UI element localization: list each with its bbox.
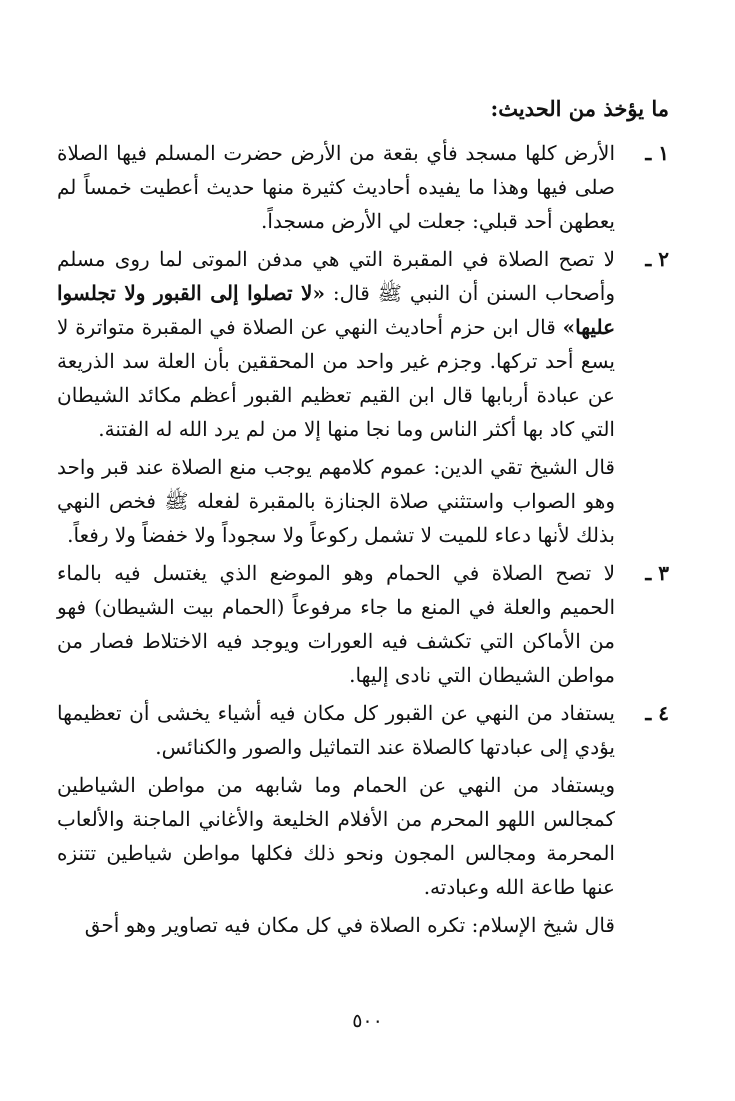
item-text-part: لا تصح الصلاة في المقبرة التي هي مدفن الموتى لما روى مسلم وأصحاب السنن أن النبي ﷺ قال: <box>57 247 615 305</box>
item-number: ٣ ـ <box>645 561 669 585</box>
item-continuation: قال الشيخ تقي الدين: عموم كلامهم يوجب منع الصلاة عند قبر واحد وهو الصواب واستثني صلاة الجنازة بالمقبرة لفعله ﷺ فخص النهي بذلك لأنها دعاء للميت لا تشمل ركوعاً ولا سجوداً ولا خفضاً ولا رفعاً. <box>57 455 615 547</box>
item-text-part: قال ابن حزم أحاديث النهي عن الصلاة في المقبرة متواترة لا يسع أحد تركها. وجزم غير واحد من المحققين بأن العلة سد الذريعة عن عبادة أربابها قال ابن القيم تعظيم القبور أعظم مكائد الشيطان التي كاد بها أكثر الناس وما نجا منها إلا من لم يرد الله له الفتنة. <box>57 315 615 441</box>
section-heading: ما يؤخذ من الحديث: <box>490 96 669 121</box>
item-text: لا تصح الصلاة في الحمام وهو الموضع الذي يغتسل فيه بالماء الحميم والعلة في المنع ما جاء مرفوعاً (الحمام بيت الشيطان) فهو من الأماكن التي تكشف فيه العورات ويوجد فيه الاختلاط فصار من مواطن الشيطان التي نادى إليها. <box>57 561 615 687</box>
item-text: يستفاد من النهي عن القبور كل مكان فيه أشياء يخشى أن تعظيمها يؤدي إلى عبادتها كالصلاة عند التماثيل والصور والكنائس. <box>57 701 615 759</box>
item-body <box>57 556 615 692</box>
item-number: ٤ ـ <box>645 701 669 725</box>
item-number: ٢ ـ <box>645 247 669 271</box>
page-body <box>57 92 669 942</box>
item-text: الأرض كلها مسجد فأي بقعة من الأرض حضرت المسلم فيها الصلاة صلى فيها وهذا ما يفيده أحاديث كثيرة منها حديث أعطيت خمساً لم يعطهن أحد قبلي: جعلت لي الأرض مسجداً. <box>57 141 615 233</box>
page-number: ٥٠٠ <box>352 1010 383 1032</box>
hadith-quote: «لا تصلوا إلى القبور ولا تجلسوا عليها» <box>57 281 615 339</box>
list-item-2 <box>57 242 669 446</box>
item-body <box>57 696 615 764</box>
item-body <box>57 242 615 446</box>
item-continuation: ويستفاد من النهي عن الحمام وما شابهه من مواطن الشياطين كمجالس اللهو المحرم من الأفلام الخليعة والأغاني الماجنة والألعاب المحرمة ومجالس المجون ونحو ذلك فكلها مواطن شياطين تتنزه عنها طاعة الله وعبادته. <box>57 773 615 899</box>
list-item-3 <box>57 556 669 692</box>
item-continuation: قال شيخ الإسلام: تكره الصلاة في كل مكان فيه تصاوير وهو أحق <box>84 913 615 937</box>
item-body <box>57 136 615 238</box>
list-item-1 <box>57 136 669 238</box>
item-number: ١ ـ <box>645 141 669 165</box>
item-text <box>57 242 615 446</box>
list-item-4 <box>57 696 669 764</box>
